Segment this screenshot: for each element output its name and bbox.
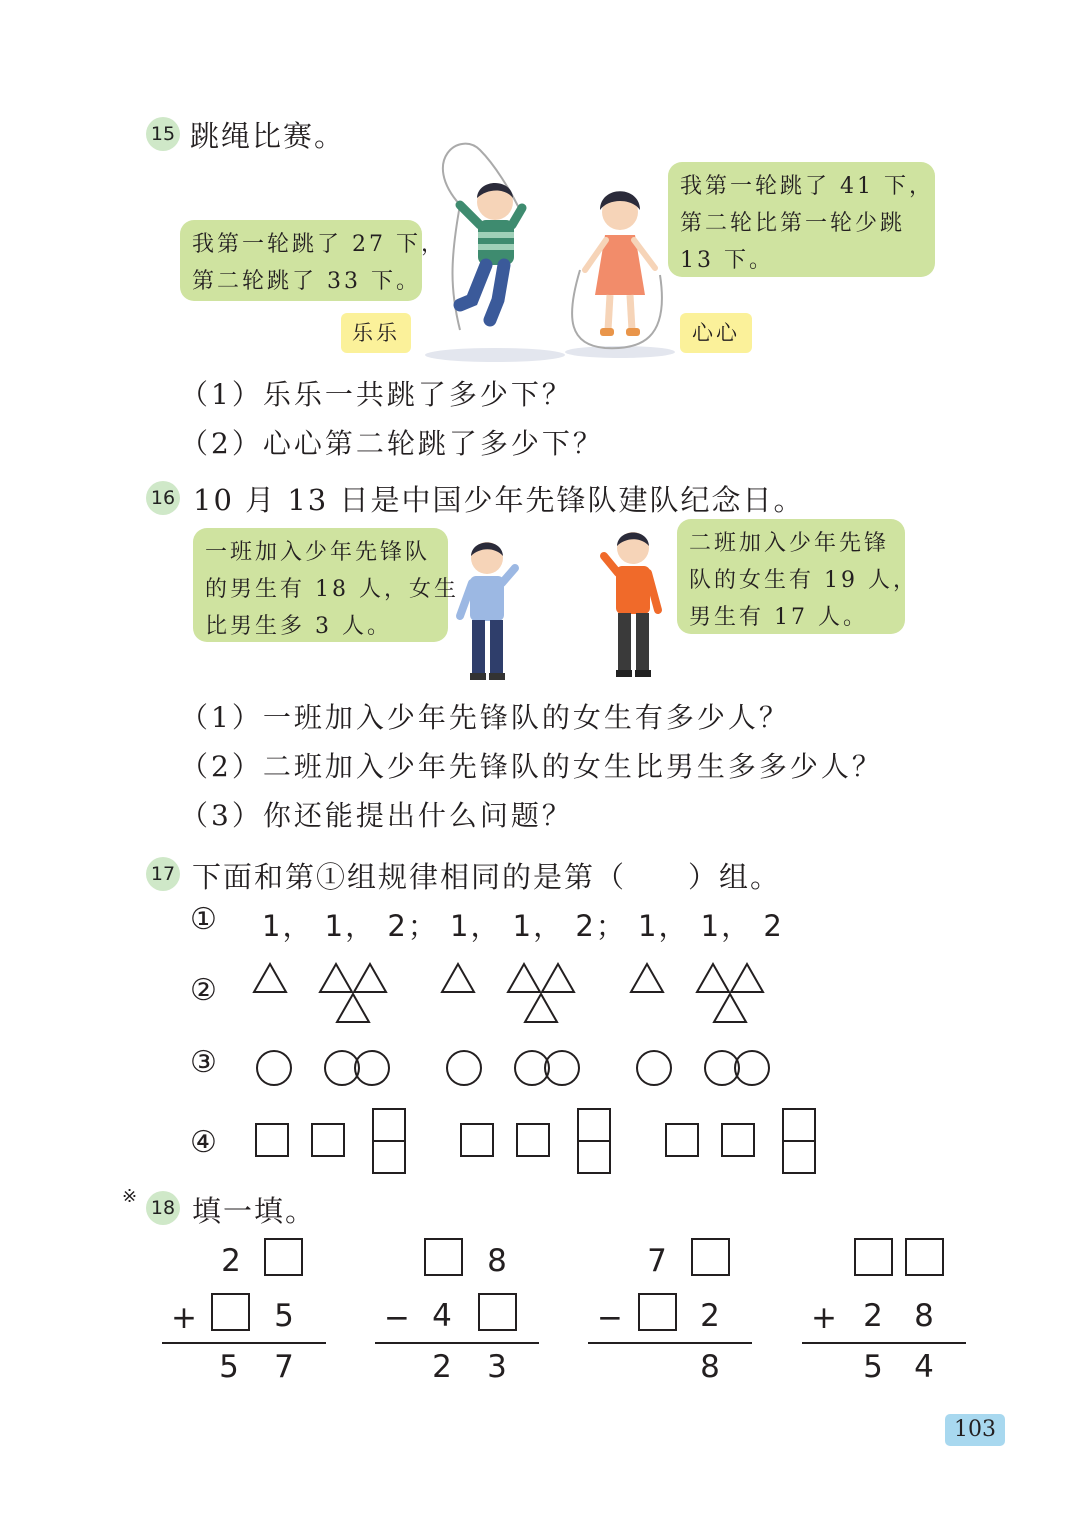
page-number: 103 — [945, 1414, 1005, 1446]
class2-speech-bubble — [677, 519, 918, 634]
problem-15-question-1: （1）乐乐一共跳了多少下？ — [180, 378, 573, 411]
class1-speech-bubble — [193, 528, 459, 642]
circle-shape — [257, 1051, 291, 1085]
problem-16-title: 10 月 13 日是中国少年先锋队建队纪念日。 — [193, 483, 805, 517]
xinxin-speech-bubble — [668, 162, 935, 277]
boy-blue-shirt-illustration — [450, 538, 525, 683]
eq4-top-blank-ones[interactable] — [905, 1238, 944, 1276]
eq2-mid-blank[interactable] — [478, 1293, 517, 1331]
eq4-line — [802, 1342, 966, 1344]
problem-16-number: 16 — [146, 481, 180, 515]
square-shape — [256, 1124, 288, 1156]
triangle-shape — [254, 964, 286, 992]
eq3-operator: − — [597, 1300, 623, 1336]
eq2-mid-digit: 4 — [432, 1298, 452, 1334]
eq3-result-ones: 8 — [700, 1349, 720, 1385]
problem-15-title: 跳绳比赛。 — [190, 119, 346, 153]
problem-18-title: 填一填。 — [192, 1194, 317, 1228]
square-shape — [783, 1141, 815, 1173]
circle-shape — [515, 1051, 549, 1085]
eq4-mid-tens: 2 — [863, 1298, 883, 1334]
class2-speech-line: 男生有 17 人。 — [689, 605, 868, 630]
eq2-top-blank[interactable] — [424, 1238, 463, 1276]
lele-name-tag: 乐乐 — [341, 313, 411, 353]
triangle-shape — [631, 964, 663, 992]
problem-17-number: 17 — [146, 857, 180, 891]
square-shape — [666, 1124, 698, 1156]
group-4-square-pattern — [252, 1105, 822, 1177]
class1-speech-line: 的男生有 18 人，女生 — [205, 577, 459, 602]
eq1-top-blank[interactable] — [264, 1238, 303, 1276]
eq2-result-ones: 3 — [487, 1349, 507, 1385]
lele-speech-line: 第二轮跳了 33 下。 — [192, 269, 421, 294]
lele-speech-bubble — [180, 220, 446, 301]
eq3-mid-digit: 2 — [700, 1298, 720, 1334]
circle-shape — [355, 1051, 389, 1085]
group-4-label: ④ — [190, 1125, 217, 1160]
square-shape — [578, 1141, 610, 1173]
class1-speech-line: 比男生多 3 人。 — [205, 614, 392, 639]
eq3-line — [588, 1342, 752, 1344]
triangle-shape — [525, 994, 557, 1022]
circle-shape — [545, 1051, 579, 1085]
eq2-line — [375, 1342, 539, 1344]
group-2-label: ② — [190, 973, 217, 1008]
eq1-result-ones: 7 — [274, 1349, 294, 1385]
xinxin-name-tag: 心心 — [680, 313, 752, 353]
xinxin-speech-line: 第二轮比第一轮少跳 — [680, 211, 906, 236]
group-1-sequence: 1， 1， 2； 1， 1， 2； 1， 1， 2 — [262, 909, 784, 943]
eq2-result-tens: 2 — [432, 1349, 452, 1385]
problem-16-question-1: （1）一班加入少年先锋队的女生有多少人？ — [180, 701, 790, 734]
eq4-mid-ones: 8 — [914, 1298, 934, 1334]
xinxin-speech-line: 我第一轮跳了 41 下， — [680, 174, 934, 199]
square-shape — [578, 1109, 610, 1141]
triangle-shape — [320, 964, 352, 992]
eq1-mid-blank[interactable] — [211, 1293, 250, 1331]
circle-shape — [637, 1051, 671, 1085]
eq1-result-tens: 5 — [219, 1349, 239, 1385]
optional-marker: ※ — [122, 1186, 138, 1207]
triangle-shape — [731, 964, 763, 992]
problem-15-question-2: （2）心心第二轮跳了多少下？ — [180, 427, 604, 460]
eq2-top-digit: 8 — [487, 1243, 507, 1279]
triangle-shape — [714, 994, 746, 1022]
class2-speech-line: 二班加入少年先锋 — [689, 531, 890, 556]
problem-18-number: 18 — [146, 1191, 180, 1225]
square-shape — [722, 1124, 754, 1156]
lele-speech-line: 我第一轮跳了 27 下， — [192, 232, 446, 257]
circle-shape — [447, 1051, 481, 1085]
eq2-operator: − — [384, 1300, 410, 1336]
group-3-circle-pattern — [250, 1046, 780, 1090]
eq3-mid-blank[interactable] — [638, 1293, 677, 1331]
square-shape — [517, 1124, 549, 1156]
class2-speech-line: 队的女生有 19 人， — [689, 568, 918, 593]
circle-shape — [325, 1051, 359, 1085]
problem-17-title: 下面和第①组规律相同的是第（ ）组。 — [192, 860, 782, 894]
eq3-top-digit: 7 — [647, 1243, 667, 1279]
triangle-shape — [542, 964, 574, 992]
group-2-triangle-pattern — [248, 960, 778, 1025]
jump-rope-girl-illustration — [560, 180, 680, 360]
group-1-label: ① — [190, 902, 217, 937]
eq1-top-digit: 2 — [221, 1243, 241, 1279]
class1-speech-line: 一班加入少年先锋队 — [205, 540, 431, 565]
eq4-operator: + — [811, 1300, 837, 1336]
eq3-top-blank[interactable] — [691, 1238, 730, 1276]
group-3-label: ③ — [190, 1045, 217, 1080]
circle-shape — [705, 1051, 739, 1085]
eq4-top-blank-tens[interactable] — [854, 1238, 893, 1276]
eq1-line — [162, 1342, 326, 1344]
triangle-shape — [354, 964, 386, 992]
square-shape — [461, 1124, 493, 1156]
eq1-mid-digit: 5 — [274, 1298, 294, 1334]
triangle-shape — [442, 964, 474, 992]
square-shape — [783, 1109, 815, 1141]
problem-16-question-2: （2）二班加入少年先锋队的女生比男生多多少人？ — [180, 750, 883, 783]
eq4-result-tens: 5 — [863, 1349, 883, 1385]
circle-shape — [735, 1051, 769, 1085]
eq4-result-ones: 4 — [914, 1349, 934, 1385]
problem-15-number: 15 — [146, 117, 180, 151]
eq1-operator: + — [171, 1300, 197, 1336]
triangle-shape — [508, 964, 540, 992]
triangle-shape — [337, 994, 369, 1022]
square-shape — [373, 1141, 405, 1173]
boy-orange-shirt-illustration — [596, 528, 671, 683]
square-shape — [373, 1109, 405, 1141]
xinxin-speech-line: 13 下。 — [680, 248, 774, 273]
square-shape — [312, 1124, 344, 1156]
triangle-shape — [697, 964, 729, 992]
problem-16-question-3: （3）你还能提出什么问题？ — [180, 799, 573, 832]
